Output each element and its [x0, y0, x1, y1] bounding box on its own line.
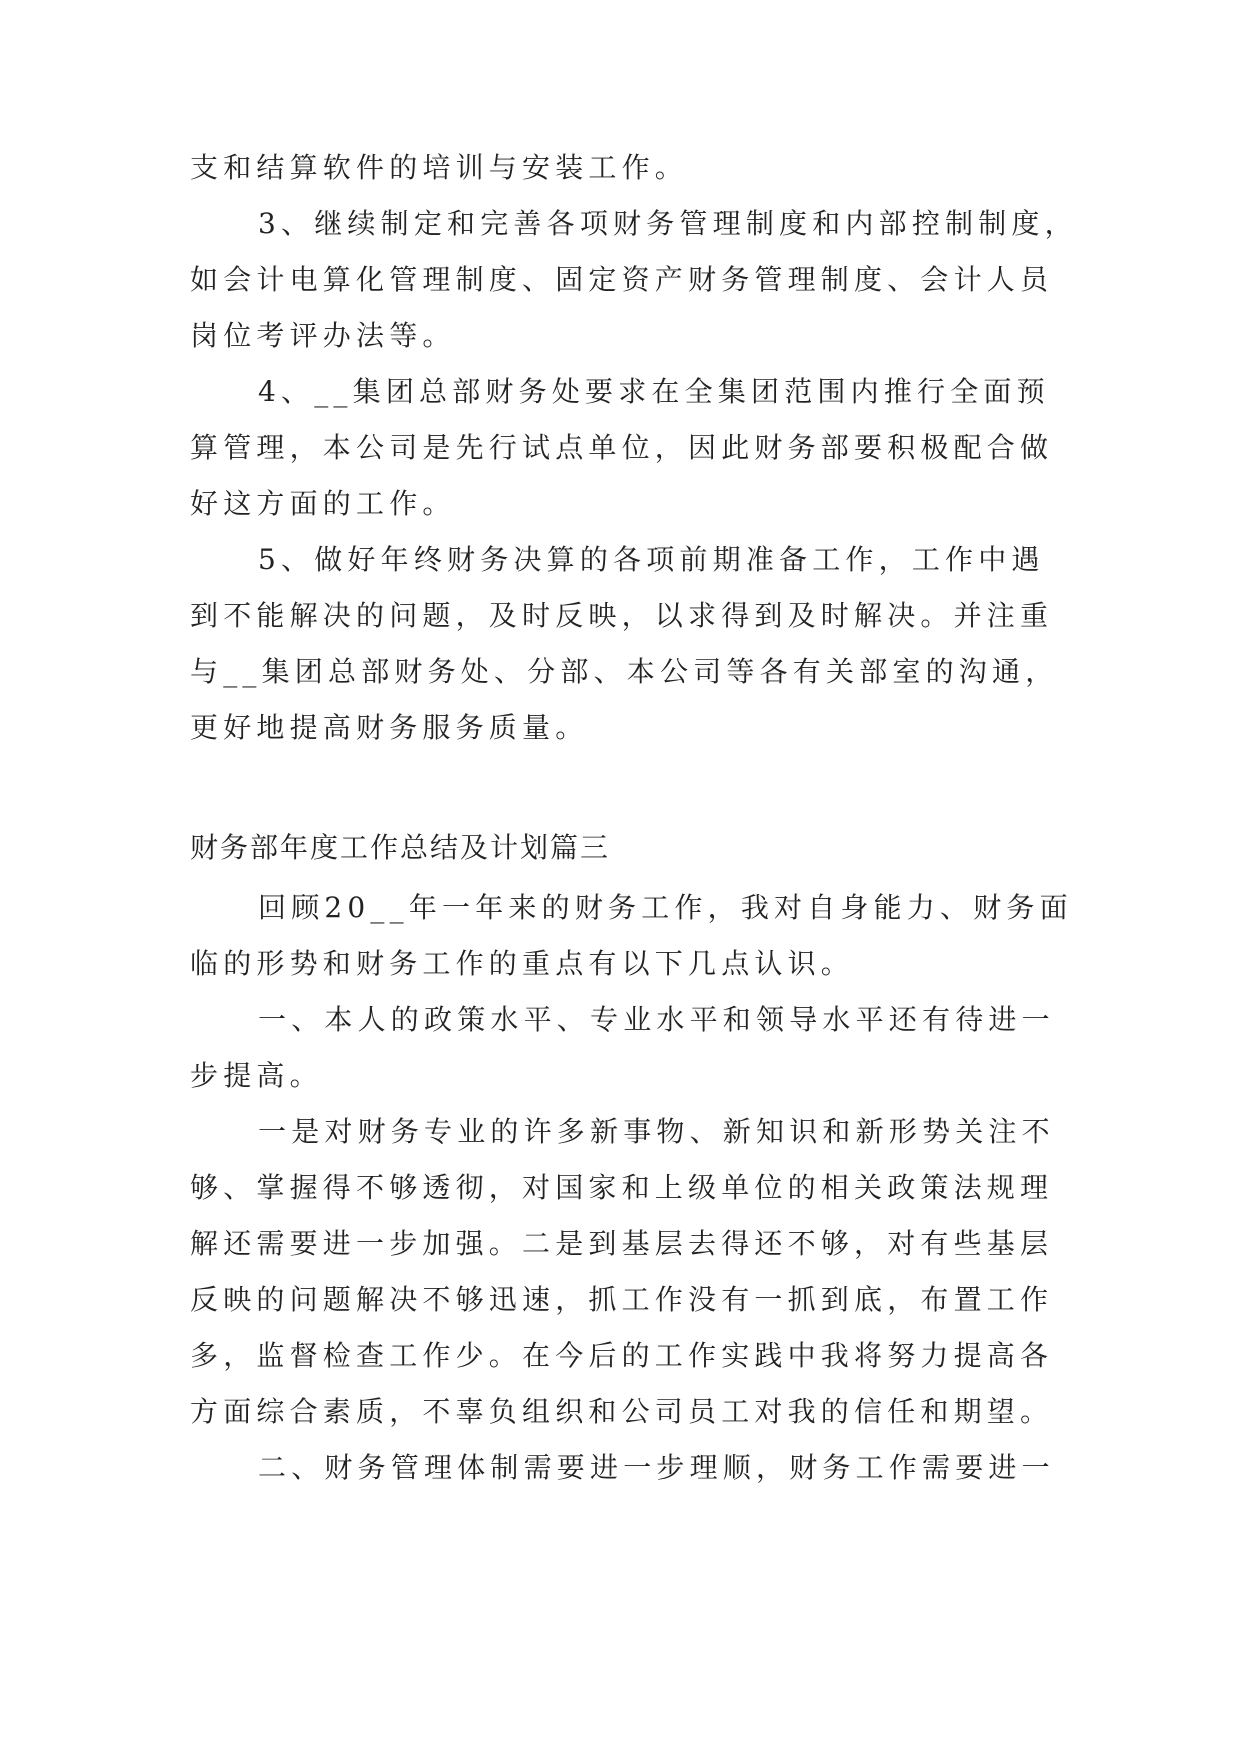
text-line: 反映的问题解决不够迅速，抓工作没有一抓到底，布置工作	[190, 1283, 1054, 1316]
text-line: 算管理，本公司是先行试点单位，因此财务部要积极配合做	[190, 431, 1054, 464]
text-line: 3、继续制定和完善各项财务管理制度和内部控制制度，	[258, 207, 1078, 240]
text-line: 一是对财务专业的许多新事物、新知识和新形势关注不	[258, 1115, 1055, 1148]
text-line: 与__集团总部财务处、分部、本公司等各有关部室的沟通，	[190, 655, 1059, 688]
text-line: 解还需要进一步加强。二是到基层去得还不够，对有些基层	[190, 1227, 1054, 1260]
text-line: 够、掌握得不够透彻，对国家和上级单位的相关政策法规理	[190, 1171, 1054, 1204]
text-line: 更好地提高财务服务质量。	[190, 711, 589, 744]
text-line: 如会计电算化管理制度、固定资产财务管理制度、会计人员	[190, 263, 1054, 296]
text-line: 到不能解决的问题，及时反映，以求得到及时解决。并注重	[190, 599, 1054, 632]
text-line: 4、__集团总部财务处要求在全集团范围内推行全面预	[258, 375, 1050, 408]
text-line: 好这方面的工作。	[190, 487, 456, 520]
text-line: 一、本人的政策水平、专业水平和领导水平还有待进一	[258, 1003, 1055, 1036]
text-line: 岗位考评办法等。	[190, 319, 456, 352]
text-line: 二、财务管理体制需要进一步理顺，财务工作需要进一	[258, 1451, 1055, 1484]
text-line: 步提高。	[190, 1059, 323, 1092]
text-line: 方面综合素质，不辜负组织和公司员工对我的信任和期望。	[190, 1395, 1054, 1428]
section-heading: 财务部年度工作总结及计划篇三	[190, 831, 611, 864]
text-line: 5、做好年终财务决算的各项前期准备工作，工作中遇	[258, 543, 1045, 576]
text-line: 回顾20__年一年来的财务工作，我对自身能力、财务面	[258, 891, 1073, 924]
text-line: 支和结算软件的培训与安装工作。	[190, 151, 689, 184]
text-line: 多，监督检查工作少。在今后的工作实践中我将努力提高各	[190, 1339, 1054, 1372]
text-line: 临的形势和财务工作的重点有以下几点认识。	[190, 947, 855, 980]
